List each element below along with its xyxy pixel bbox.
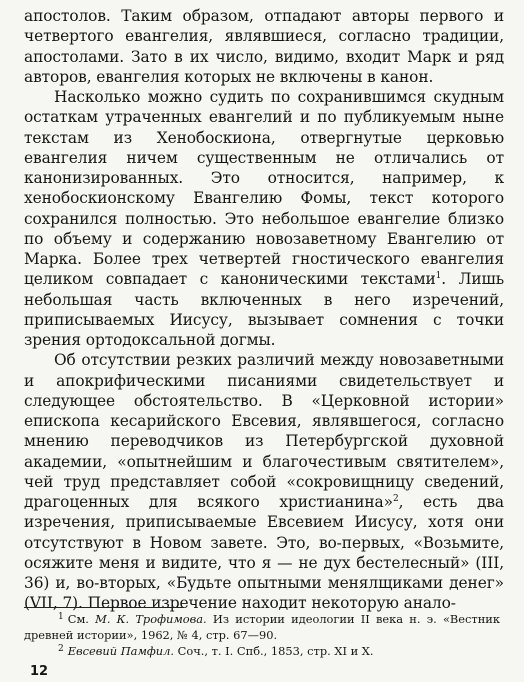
paragraph-1: апостолов. Таким образом, отпадают авторы первого и четвертого евангелия, являвшиеся, согласно традиции, апостолами. Зато в их число, видимо, входит Марк и ряд авторов, евангелия которых не включены в канон.	[24, 7, 504, 86]
footnote-2	[24, 643, 500, 659]
footnote-1-text: Из истории идеологии II века н. э. «Вестник древней истории», 1962, № 4, стр. 67—90.	[24, 612, 501, 642]
page-body	[24, 6, 504, 614]
footnote-2-number: 2	[58, 644, 64, 654]
paragraph-3	[24, 350, 504, 613]
footnote-ref-2: 2	[392, 494, 399, 504]
footnote-1	[24, 611, 500, 643]
footnote-2-text: Соч., т. I. Спб., 1853, стр. XI и X.	[177, 644, 374, 658]
footnote-1-number: 1	[58, 612, 64, 622]
footnote-ref-1: 1	[435, 271, 442, 282]
paragraph-3-text-a: Об отсутствии резких различий между новозаветными и апокрифическими писаниями свидетельствует и следующее обстоятельство. В «Церковной истории» епископа кесарийского Евсевия, являвшегося, согласно мнению переводчиков из Петербургской духовной академии, «опытнейшим и благочестивым святителем», чей труд представляет собой «сокровищницу сведений, драгоценных для всякого христианина»	[24, 351, 504, 511]
page-number: 12	[30, 664, 49, 679]
footnote-divider	[24, 607, 184, 608]
paragraph-2-text-a: Насколько можно судить по сохранившимся скудным остаткам утраченных евангелий и по публикуемым ныне текстам из Хенобоскиона, отвергнутые церковью евангелия ничем существенным не отличались от канонизированных. Это относится, например, к хенобоскионскому Евангелию Фомы, текст которого сохранился полностью. Это небольшое евангелие близко по объему и содержанию новозаветному Евангелию от Марка. Более трех четвертей гностического евангелия целиком совпадает с каноническими текстами	[24, 88, 504, 289]
paragraph-2-text-b: . Лишь небольшая часть включенных в него изречений, приписываемых Иисусу, вызывает сомнения с точки зрения ортодоксальной догмы.	[24, 270, 504, 349]
footnote-1-lead: См.	[67, 612, 89, 626]
footnotes	[24, 611, 500, 659]
paragraph-3-text-b: , есть два изречения, приписываемые Евсевием Иисусу, хотя они отсутствуют в Новом завете. Это, во-первых, «Возьмите, осяжите меня и видите, что я — не дух бестелесный» (III, 36) и, во-вторых, «Будьте опытными менялщиками денег» (VII, 7). Первое изречение находит некоторую анало-	[24, 493, 504, 613]
paragraph-2	[24, 87, 504, 350]
footnote-1-author: М. К. Трофимова.	[95, 612, 207, 626]
footnote-2-author: Евсевий Памфил.	[67, 644, 175, 658]
